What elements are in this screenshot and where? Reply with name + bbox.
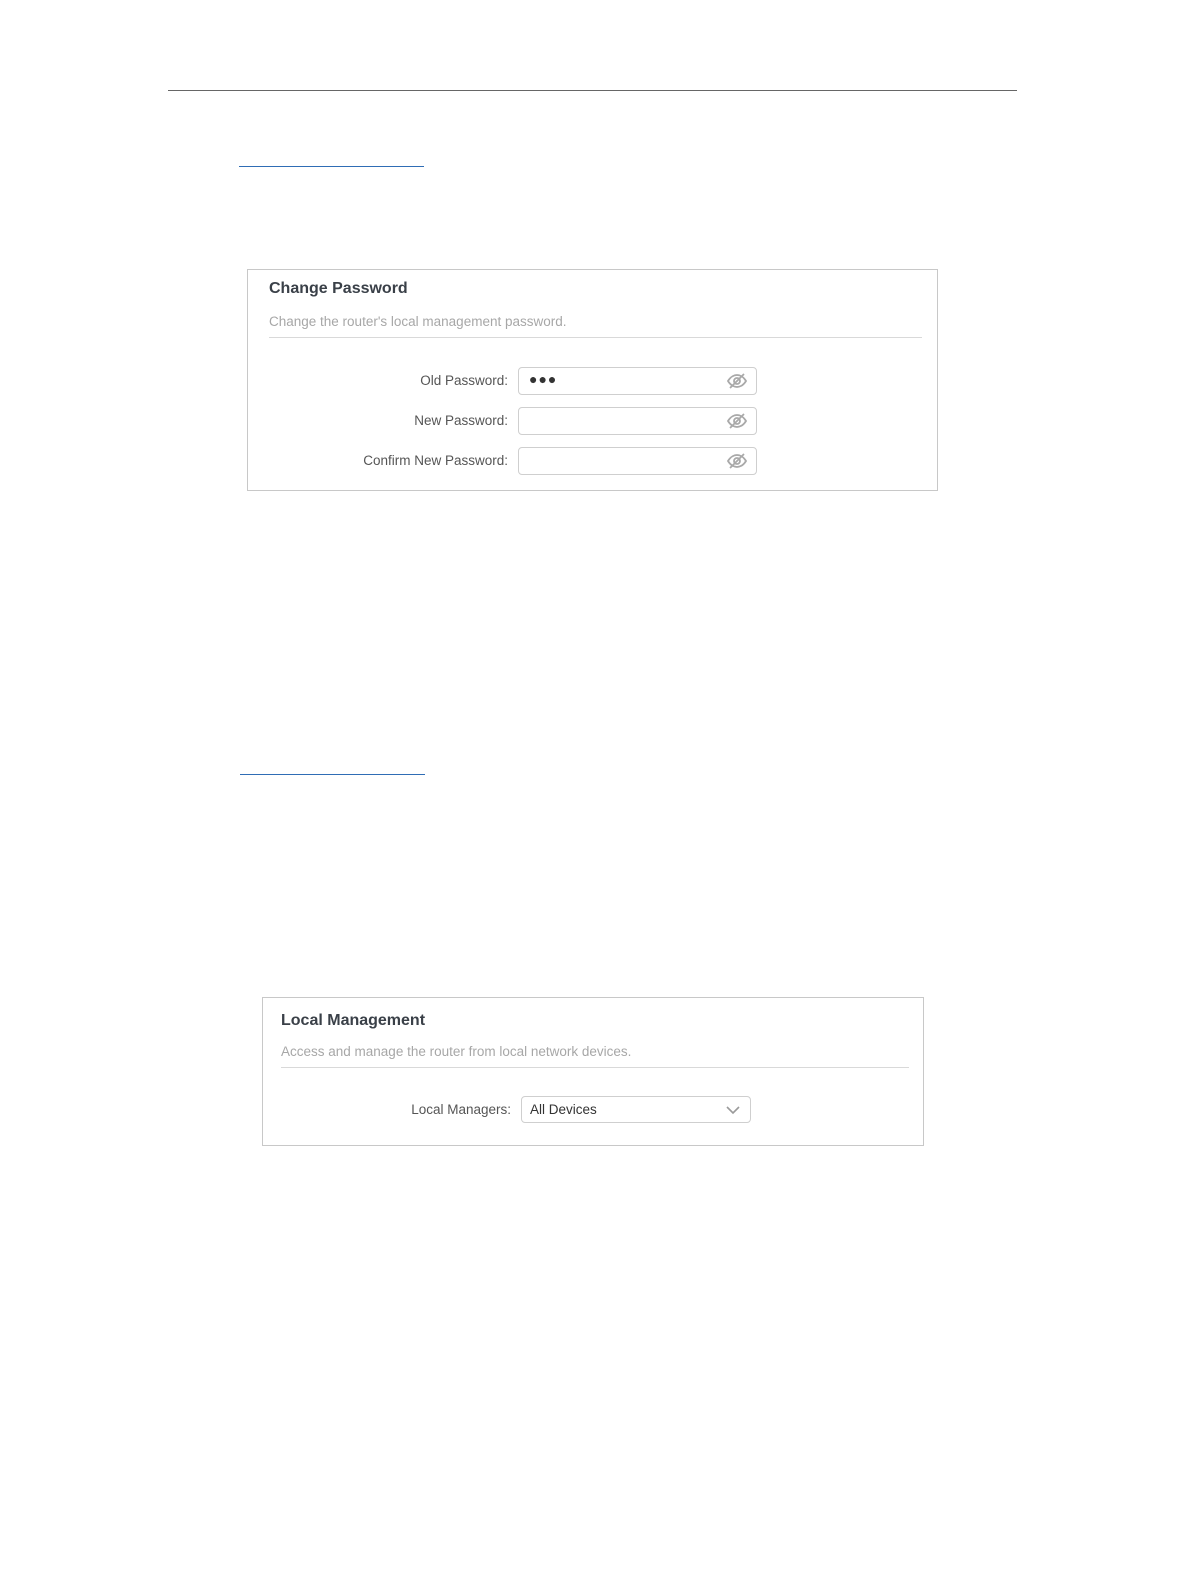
panel-title: Change Password	[269, 280, 408, 297]
change-password-panel	[247, 269, 938, 491]
panel-description: Access and manage the router from local network devices.	[281, 1044, 632, 1059]
eye-slash-icon[interactable]	[726, 452, 748, 470]
hyperlink-underline-2[interactable]	[240, 774, 425, 775]
eye-slash-icon[interactable]	[726, 412, 748, 430]
hyperlink-underline-1[interactable]	[239, 166, 424, 167]
old-password-label: Old Password:	[420, 373, 508, 388]
local-managers-select[interactable]	[521, 1096, 751, 1123]
panel-divider	[281, 1067, 909, 1068]
confirm-password-label: Confirm New Password:	[363, 453, 508, 468]
page-header-rule	[168, 90, 1017, 91]
eye-slash-icon[interactable]	[726, 372, 748, 390]
panel-title: Local Management	[281, 1012, 426, 1029]
local-managers-label: Local Managers:	[411, 1102, 511, 1117]
old-password-field[interactable]	[518, 367, 757, 395]
local-management-panel	[262, 997, 924, 1146]
chevron-down-icon[interactable]	[726, 1104, 740, 1116]
old-password-value: ●●●	[529, 371, 558, 387]
new-password-label: New Password:	[414, 413, 508, 428]
panel-divider	[269, 337, 922, 338]
local-managers-value: All Devices	[530, 1102, 597, 1117]
panel-description: Change the router's local management password.	[269, 314, 567, 329]
new-password-field[interactable]	[518, 407, 757, 435]
confirm-password-field[interactable]	[518, 447, 757, 475]
